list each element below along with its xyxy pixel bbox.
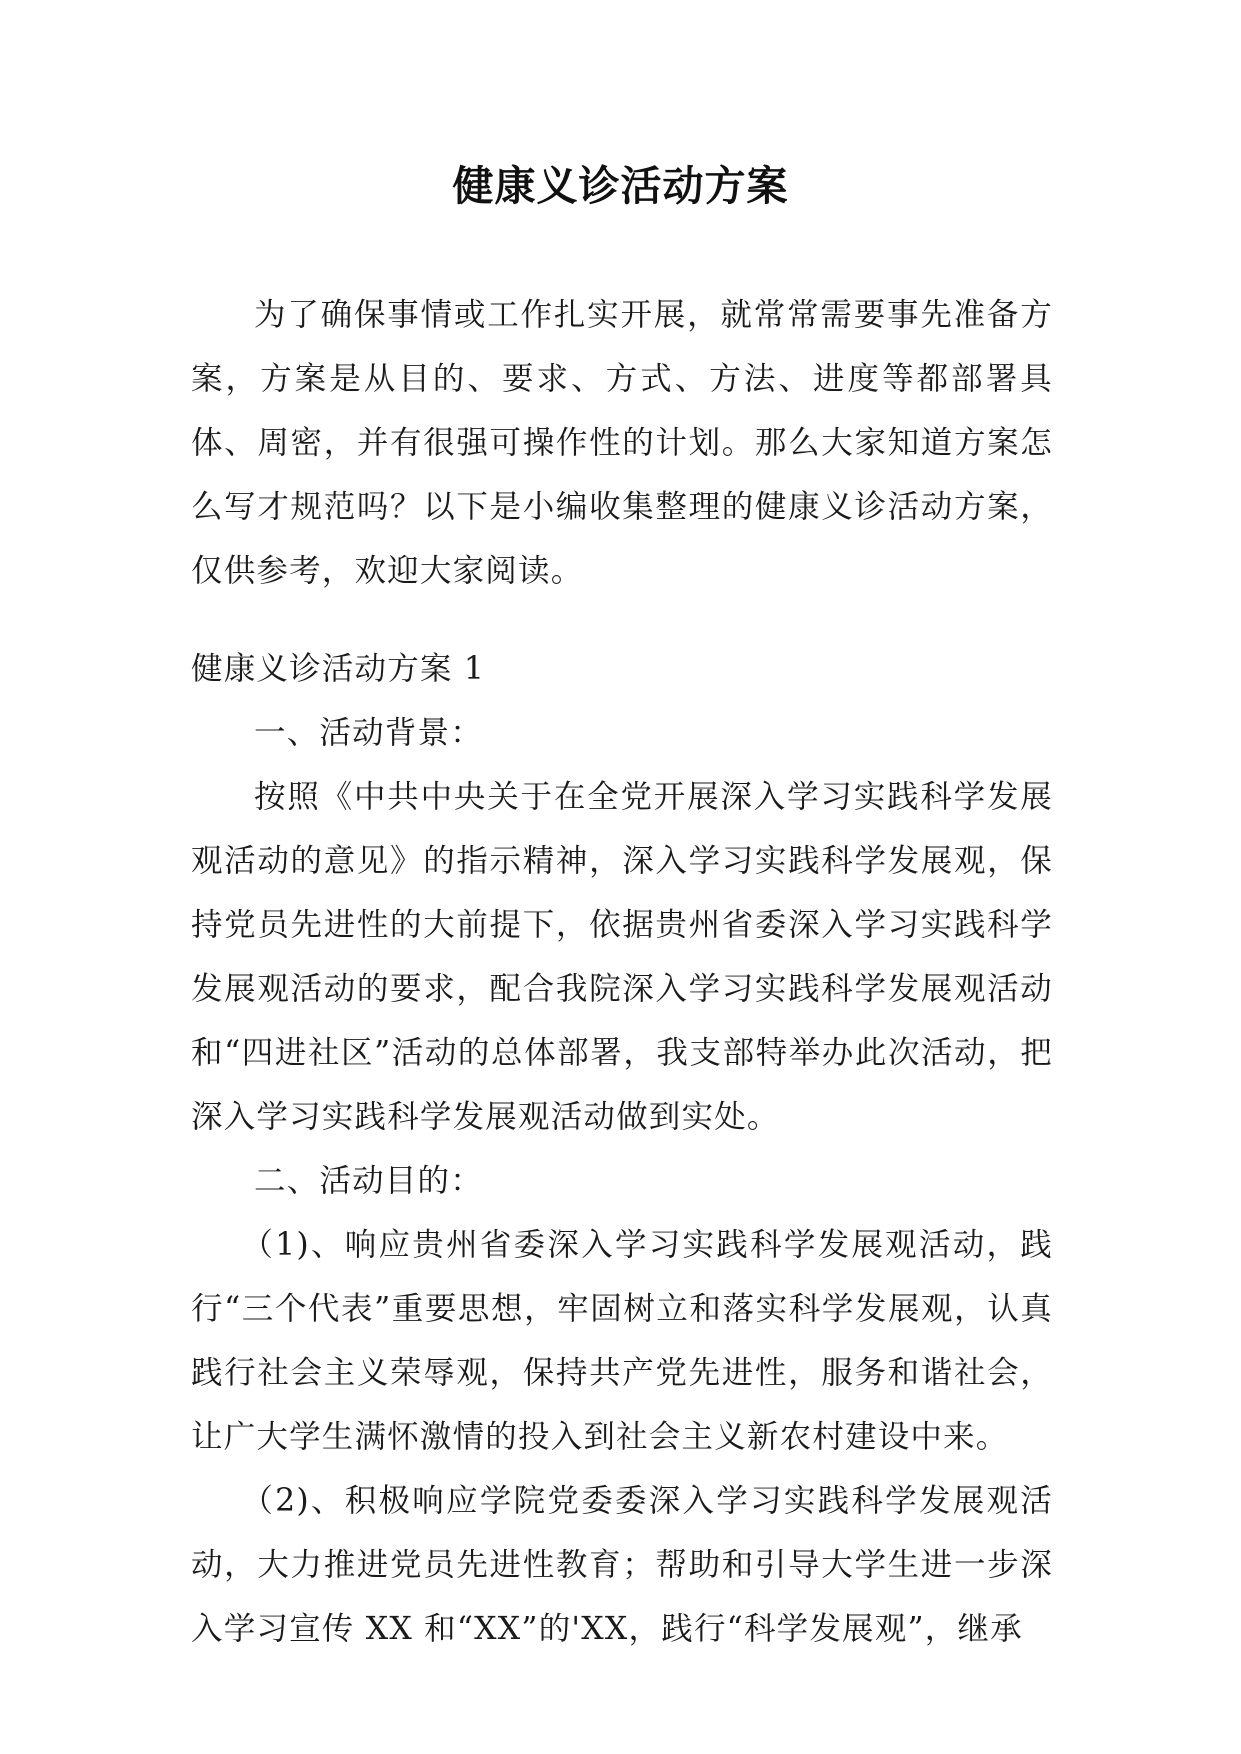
purpose-item-1: （1)、响应贵州省委深入学习实践科学发展观活动，践行“三个代表”重要思想，牢固树立和落实科学发展观，认真践行社会主义荣辱观，保持共产党先进性，服务和谐社会，让广大学生满怀激情的投入到社会主义新农村建设中来。 [191,1227,1053,1455]
section-block [191,637,1053,1661]
subheading-purpose: 二、活动目的： [254,1163,483,1199]
document-title: 健康义诊活动方案 [452,162,789,210]
background-paragraph: 按照《中共中央关于在全党开展深入学习实践科学发展观活动的意见》的指示精神，深入学习实践科学发展观，保持党员先进性的大前提下，依据贵州省委深入学习实践科学发展观活动的要求，配合我院深入学习实践科学发展观活动和“四进社区”活动的总体部署，我支部特举办此次活动，把深入学习实践科学发展观活动做到实处。 [191,779,1053,1135]
intro-block [191,283,1053,603]
intro-paragraph: 为了确保事情或工作扎实开展，就常常需要事先准备方案，方案是从目的、要求、方式、方法、进度等都部署具体、周密，并有很强可操作性的计划。那么大家知道方案怎么写才规范吗？以下是小编收集整理的健康义诊活动方案，仅供参考，欢迎大家阅读。 [191,297,1053,589]
section-heading: 健康义诊活动方案 1 [191,651,486,687]
purpose-item-2: （2)、积极响应学院党委委深入学习实践科学发展观活动，大力推进党员先进性教育；帮助和引导大学生进一步深入学习宣传 XX 和“XX”的'XX，践行“科学发展观”，继承 [191,1483,1053,1647]
subheading-background: 一、活动背景： [254,715,483,751]
